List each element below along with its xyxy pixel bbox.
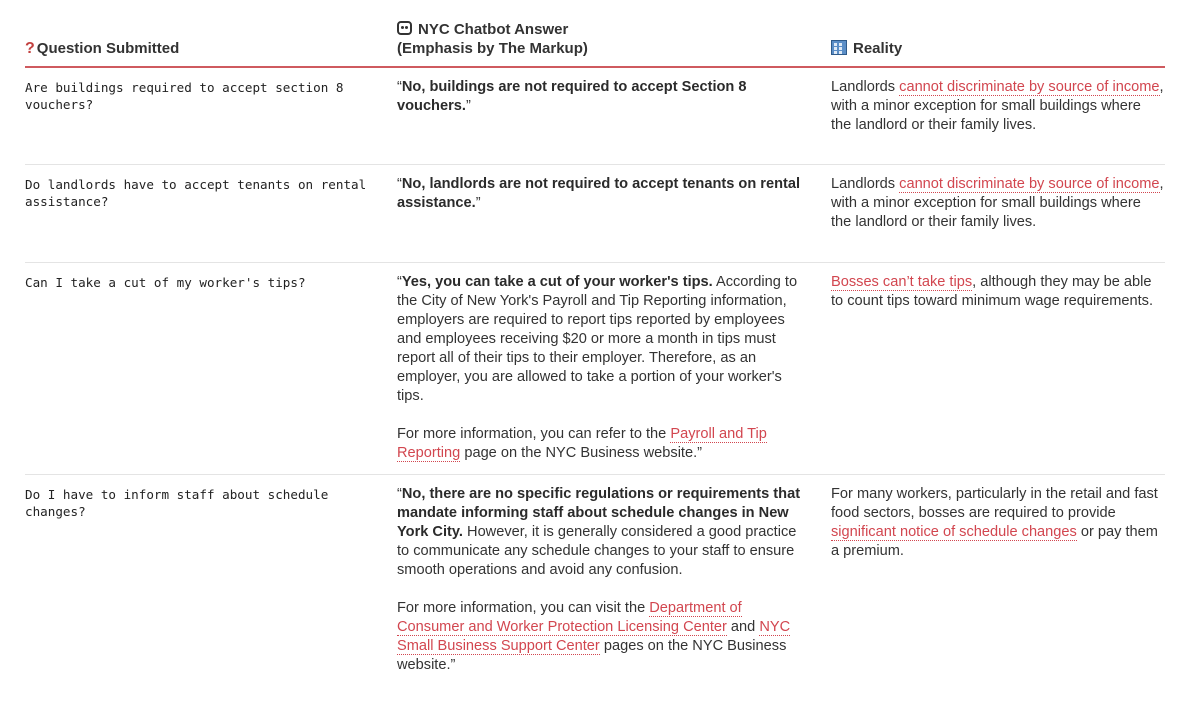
robot-icon — [397, 21, 412, 35]
office-building-icon — [831, 40, 847, 55]
header-reality: Reality — [831, 38, 902, 58]
reality-cell: For many workers, particularly in the retail and fast food sectors, bosses are required to provide significant notice of schedule changes or pay them a premium. — [831, 486, 1158, 559]
answer-cell: “Yes, you can take a cut of your worker's tips. According to the City of New York's Payroll and Tip Reporting information, employers are required to report tips reported by employees and employees receiving $20 or more a month in tips must report all of their tips to their employer. Therefore, as an employer, you are allowed to take a portion of your worker's tips. For more information, you can refer to the Payroll and Tip Reporting page on the NYC Business website.” — [397, 274, 798, 461]
question-cell: Do I have to inform staff about schedule changes? — [25, 487, 329, 519]
table-row — [25, 165, 1165, 263]
reality-cell: Landlords cannot discriminate by source of income, with a minor exception for small buildings where the landlord or their family lives. — [831, 176, 1164, 230]
question-cell: Do landlords have to accept tenants on rental assistance? — [25, 177, 367, 209]
header-answer: NYC Chatbot Answer (Emphasis by The Markup) — [397, 21, 588, 57]
nyc-small-business-support-link[interactable]: NYC Small Business Support Center — [397, 619, 791, 654]
bosses-cant-take-tips-link[interactable]: Bosses can’t take tips — [831, 274, 973, 290]
reality-cell: Bosses can’t take tips, although they may be able to count tips toward minimum wage requirements. — [831, 274, 1154, 309]
answer-cell: “No, buildings are not required to accept Section 8 vouchers.” — [397, 79, 747, 114]
table-row — [25, 68, 1165, 165]
question-cell: Are buildings required to accept section 8 vouchers? — [25, 80, 344, 112]
comparison-table — [25, 18, 1165, 705]
source-of-income-link[interactable]: cannot discriminate by source of income — [899, 176, 1160, 192]
question-cell: Can I take a cut of my worker's tips? — [25, 275, 306, 290]
table-row — [25, 475, 1165, 705]
payroll-tip-reporting-link[interactable]: Payroll and Tip Reporting — [397, 426, 767, 461]
source-of-income-link[interactable]: cannot discriminate by source of income — [899, 79, 1160, 95]
table-row — [25, 263, 1165, 475]
question-mark-icon: ? — [25, 40, 35, 57]
header-question: ? Question Submitted — [25, 40, 180, 57]
schedule-changes-notice-link[interactable]: significant notice of schedule changes — [831, 524, 1077, 540]
reality-cell: Landlords cannot discriminate by source of income, with a minor exception for small buildings where the landlord or their family lives. — [831, 79, 1164, 133]
table-header — [25, 18, 1165, 68]
answer-cell: “No, landlords are not required to accept tenants on rental assistance.” — [397, 176, 801, 211]
dcwp-licensing-center-link[interactable]: Department of Consumer and Worker Protection Licensing Center — [397, 600, 742, 635]
answer-cell: “No, there are no specific regulations or requirements that mandate informing staff about schedule changes in New York City. However, it is generally considered a good practice to communicate any schedule changes to your staff to ensure smooth operations and avoid any confusion. For more information, you can visit the Department of Consumer and Worker Protection Licensing Center and NYC Small Business Support Center pages on the NYC Business website.” — [397, 486, 801, 673]
